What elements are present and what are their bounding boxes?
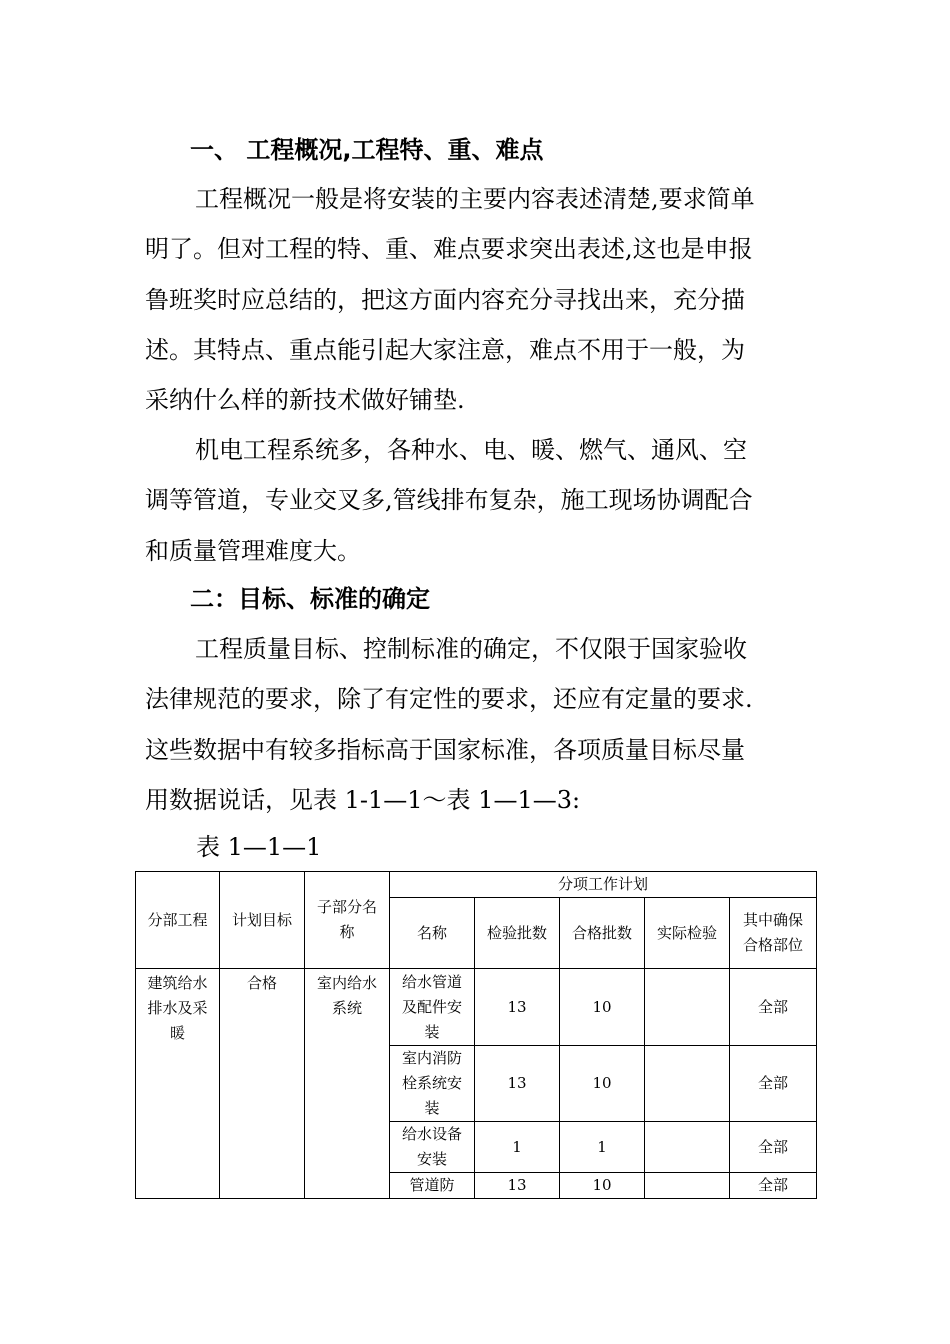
paragraph-line: 机电工程系统多，各种水、电、暖、燃气、通风、空 (195, 436, 747, 464)
paragraph-targets (145, 624, 810, 825)
header-subdivision-text: 子部分名称 (316, 898, 377, 941)
cell-division (136, 969, 220, 1199)
header-name: 名称 (390, 898, 475, 969)
paragraph-mep-systems (145, 425, 810, 576)
table-caption: 表 1—1—1 (196, 833, 322, 861)
paragraph-line: 调等管道，专业交叉多,管线排布复杂，施工现场协调配合 (145, 486, 753, 515)
cell-qualified: 10 (560, 1173, 645, 1199)
paragraph-line: 法律规范的要求，除了有定性的要求，还应有定量的要求. (145, 685, 753, 714)
header-target: 计划目标 (220, 872, 305, 969)
header-qualified: 合格批数 (560, 898, 645, 969)
section-heading-2: 二：目标、标准的确定 (190, 585, 430, 613)
cell-inspect: 13 (475, 969, 560, 1046)
header-ensure (730, 898, 817, 969)
paragraph-line: 鲁班奖时应总结的，把这方面内容充分寻找出来，充分描 (145, 285, 745, 314)
cell-name-text: 给水管道及配件安装 (401, 972, 462, 1041)
paragraph-line: 采纳什么样的新技术做好铺垫. (145, 386, 465, 415)
cell-actual (645, 1122, 730, 1173)
cell-division-text: 建筑给水排水及采暖 (147, 974, 208, 1042)
paragraph-line: 明了。但对工程的特、重、难点要求突出表述,这也是申报 (145, 235, 753, 264)
header-ensure-text: 其中确保合格部位 (743, 911, 804, 954)
cell-qualified: 1 (560, 1122, 645, 1173)
cell-target: 合格 (220, 969, 305, 1199)
header-actual: 实际检验 (645, 898, 730, 969)
paragraph-overview (145, 174, 810, 425)
cell-qualified: 10 (560, 969, 645, 1046)
cell-name (390, 1046, 475, 1122)
cell-actual (645, 1046, 730, 1122)
cell-subdivision-text: 室内给水系统 (316, 974, 377, 1017)
cell-qualified: 10 (560, 1046, 645, 1122)
cell-name-text: 给水设备安装 (401, 1125, 462, 1168)
cell-ensure: 全部 (730, 969, 817, 1046)
quality-plan-table (135, 871, 817, 1199)
paragraph-line: 述。其特点、重点能引起大家注意，难点不用于一般，为 (145, 335, 745, 364)
header-inspect: 检验批数 (475, 898, 560, 969)
cell-actual (645, 1173, 730, 1199)
paragraph-line: 用数据说话，见表 1-1—1～表 1—1—3: (145, 785, 581, 814)
cell-subdivision (305, 969, 390, 1199)
cell-name-text: 室内消防栓系统安装 (401, 1049, 462, 1117)
header-subdivision (305, 872, 390, 969)
cell-name (390, 969, 475, 1046)
cell-ensure: 全部 (730, 1046, 817, 1122)
paragraph-line: 工程质量目标、控制标准的确定，不仅限于国家验收 (195, 635, 747, 663)
cell-ensure: 全部 (730, 1173, 817, 1199)
cell-inspect: 13 (475, 1173, 560, 1199)
paragraph-line: 这些数据中有较多指标高于国家标准，各项质量目标尽量 (145, 735, 745, 764)
header-division: 分部工程 (136, 872, 220, 969)
table-row (136, 969, 817, 1046)
cell-actual (645, 969, 730, 1046)
table-header-row (136, 872, 817, 898)
paragraph-line: 和质量管理难度大。 (145, 536, 361, 565)
section-heading-1: 一、 工程概况,工程特、重、难点 (190, 136, 544, 164)
header-group: 分项工作计划 (390, 872, 817, 898)
cell-ensure: 全部 (730, 1122, 817, 1173)
cell-name (390, 1122, 475, 1173)
cell-name: 管道防 (390, 1173, 475, 1199)
paragraph-line: 工程概况一般是将安装的主要内容表述清楚,要求简单 (195, 185, 755, 213)
cell-inspect: 13 (475, 1046, 560, 1122)
cell-inspect: 1 (475, 1122, 560, 1173)
